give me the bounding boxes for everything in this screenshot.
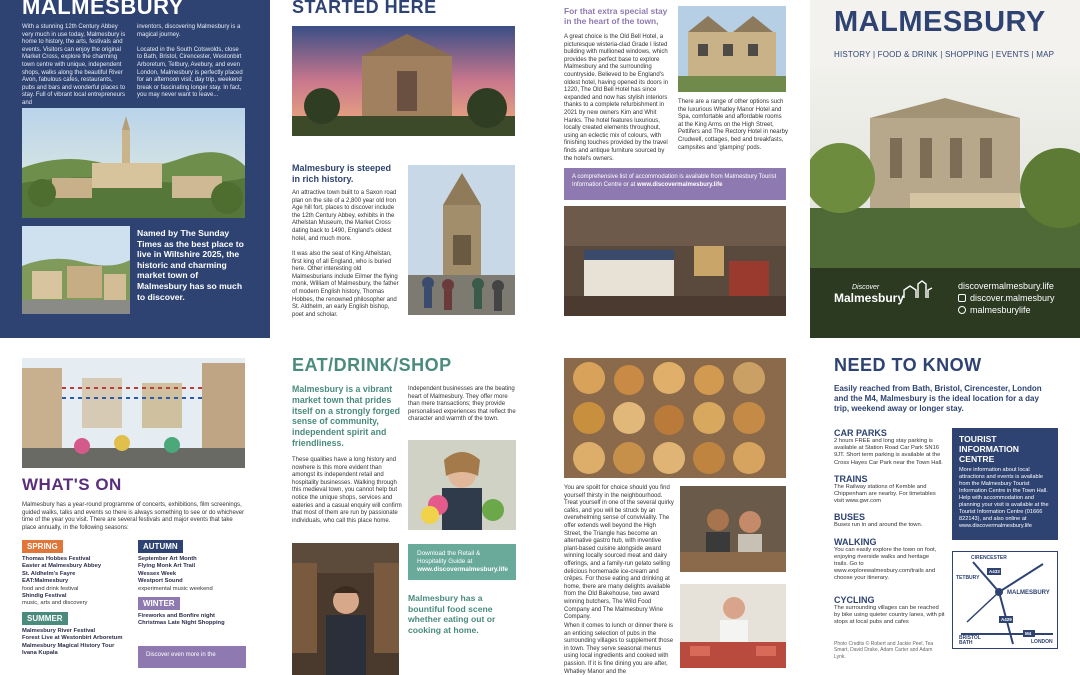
- eds-guide-link[interactable]: www.discovermalmesbury.life: [417, 566, 508, 573]
- panel-intro: [0, 0, 270, 338]
- eds-guide-box: Download the Retail & Hospitality Guide at www.discovermalmesbury.life: [408, 544, 516, 580]
- ntk-trains-heading: TRAINS: [834, 473, 868, 484]
- cover-logo-big: Malmesbury: [834, 291, 905, 305]
- tic-box: [952, 428, 1058, 540]
- photo-town-panorama: [22, 108, 245, 218]
- photo-shop-keeper: [292, 543, 399, 675]
- intro-col1: With a stunning 12th Century Abbey very much in use today, Malmesbury is home to history, the arts, festivals and events. Visitors can enjoy the original Market Cross, explore the charming town centre with unique, independent shops, walks along the beautiful River Avon, fabulous cafes, restaurants, pubs and bars and wonderful places to stay. Full of vibrant local entrepreneurs and: [22, 24, 126, 106]
- panel-stay: [540, 0, 810, 338]
- food-body2: When it comes to lunch or dinner there is an enticing selection of pubs in the surrounding villages to supplement those in town. They serve seasonal menus using local ingredients and cooked with passion. If it is fine dining you are after, Whatley Manor and the: [564, 623, 674, 675]
- photo-market-cross: [408, 165, 515, 315]
- map-malmesbury: MALMESBURY: [1007, 590, 1050, 596]
- ntk-lead: Easily reached from Bath, Bristol, Cirencester, London and the M4, Malmesbury is the ideal location for a day trip, weekend away or longer stay.: [834, 384, 1042, 413]
- photo-butcher: [680, 584, 786, 668]
- winter-list: Fireworks and Bonfire night Christmas Late Night Shopping: [138, 613, 225, 627]
- ntk-carparks-heading: CAR PARKS: [834, 428, 887, 438]
- cover-abbey-logo-icon: [902, 280, 934, 305]
- whats-on-intro: Malmesbury has a year-round programme of concerts, exhibitions, film screenings, guided walks, talks and events so there is always something to see or do whichever time of the year you visit. There are several festivals and major events that take place annually, in the following seasons:: [22, 502, 245, 531]
- instagram-icon: [958, 294, 966, 302]
- ntk-cycling: [834, 588, 946, 627]
- ntk-cycling-heading: CYCLING: [834, 595, 875, 605]
- facebook-icon: [958, 306, 966, 314]
- history-body2: It was also the seat of King Athelstan, first king of all England, who is buried here. Other interesting old Malmesburians include Eilmer the flying monk, William of Malmesbury, the father of modern English history, Thomas Hobbes, the renowned philosopher and St. Aldhelm, an early English bishop, poet and scholar.: [292, 251, 399, 318]
- photo-old-bell-hotel: [678, 6, 786, 92]
- tic-title: TOURIST INFORMATION CENTRE: [959, 434, 1019, 464]
- history-body1: An attractive town built to a Saxon road plan on the site of a 2,800 year old Iron Age hill fort, places to discover include the 12th Century Abbey, exhibits in the Athelstan Museum, the Market Cross dating back to 1490, England's oldest hotel, and much more.: [292, 190, 397, 242]
- whats-on-title: WHAT'S ON: [22, 475, 122, 494]
- discover-more-box[interactable]: Discover even more in the: [138, 646, 246, 668]
- stay-accommodation-box: [564, 168, 786, 200]
- cover-logo: [834, 284, 904, 305]
- tic-body: More information about local attractions and events is available from the Malmesbury Tourist Information Centre in the Town Hall. Help with accommodation and planning your visit is available at the Tourist Information Centre (01666 822143), and also online at www.discovermalmesbury.life: [959, 467, 1049, 529]
- panel-eat-drink-shop: [270, 338, 540, 675]
- cover-facebook[interactable]: malmesburylife: [958, 304, 1055, 316]
- eds-foodscene: Malmesbury has a bountiful food scene whether eating out or cooking at home.: [408, 593, 496, 635]
- ntk-buses-text: Buses run in and around the town.: [834, 522, 923, 529]
- panel-history: [270, 0, 540, 338]
- food-body1: You are spoilt for choice should you find yourself thirsty in the neighbourhood. Treat yourself in one of the several quirky cafés, and you will be struck by an overwhelming sense of conviviality. The offer extends well beyond the High Street, the Triangle has become an alternative gastro hub, with inventive plant-based cuisine alongside award winning locally sourced meat and dairy offerings, and a family-run gelato selling delicious homemade ice-cream and crêpes. For those eating and drinking at home, there are many delights available from the Old Bakehouse, two award winning butchers, The Wild Food Company and The Malmesbury Wine Company.: [564, 485, 674, 621]
- season-col-right: [138, 536, 248, 668]
- map-a433: A433: [989, 569, 1000, 574]
- autumn-list: September Art Month Flying Monk Art Trail Wessex Week Westport Sound experimental music weekend: [138, 556, 213, 592]
- tag-autumn: AUTUMN: [138, 540, 183, 553]
- stay-heading: For that extra special stay in the heart of the town,: [564, 6, 668, 27]
- photo-cafe-owners: [680, 486, 786, 572]
- season-col-left: [22, 536, 132, 657]
- ntk-title: NEED TO KNOW: [834, 355, 982, 375]
- cover-title: MALMESBURY: [834, 6, 1046, 38]
- stay-box-text: A comprehensive list of accommodation is available from Malmesbury Tourist Information Centre or at: [572, 174, 777, 188]
- map-a429: A429: [1001, 617, 1012, 622]
- stay-col1: A great choice is the Old Bell Hotel, a picturesque wisteria-clad Grade I listed building with mullioned windows, which provides the perfect base to explore Malmesbury and the surrounding countryside. Believed to be England's oldest hotel, having opened its doors in 1220, The Old Bell Hotel has since expanded and now has stylish interiors thanks to a complete refurbishment in 2021 by new owners Kim and Whit Hanks. The hotel features luxurious, locally created elements throughout, using an eclectic mix of colours, with finishing touches provided by the travel finds and antique furniture sourced by the hotel's owners.: [564, 34, 669, 162]
- tag-summer: SUMMER: [22, 612, 68, 625]
- eds-lead: Malmesbury is a vibrant market town that prides itself on a strongly forged sense of community, independent spirit and friendliness.: [292, 384, 401, 448]
- cover-logo-small: Discover: [852, 284, 880, 291]
- map-cirencester: CIRENCESTER: [971, 555, 1007, 561]
- ntk-sections: [834, 421, 946, 583]
- ntk-walking-text: You can easily explore the town on foot, enjoying riverside walks and heritage trails. Go to www.explorewalmesbury.com/trails and choose your itinerary.: [834, 546, 937, 582]
- photo-street: [22, 226, 130, 314]
- ntk-cycling-text: The surrounding villages can be reached by bike using quieter country lanes, with pit stops at local pubs and cafes: [834, 605, 945, 626]
- panel-need-to-know: [810, 338, 1080, 675]
- map-m4: M4: [1025, 631, 1032, 636]
- spring-list: Thomas Hobbes Festival Easter at Malmesbury Abbey St. Aldhelm's Fayre EAT:Malmesbury food and drink festival Shindig Festival music, arts and discovery: [22, 556, 102, 607]
- history-steeped: Malmesbury is steeped in rich history.: [292, 163, 392, 184]
- cover-instagram[interactable]: discover.malmesbury: [958, 292, 1055, 304]
- eds-body2: Independent businesses are the beating heart of Malmesbury. They offer more than mere transactions; they provide personalised experiences that reflect the character and warmth of the town.: [408, 386, 516, 423]
- tag-spring: SPRING: [22, 540, 63, 553]
- photo-abbey-sunset: [292, 26, 515, 136]
- ntk-buses-heading: BUSES: [834, 512, 866, 523]
- stay-box-link[interactable]: www.discovermalmesbury.life: [637, 182, 723, 188]
- intro-title: MALMESBURY: [22, 0, 184, 19]
- photo-florist: [408, 440, 516, 530]
- ntk-trains-text: The Railway stations of Kemble and Chippenham are nearby. For timetables visit www.gwr.com: [834, 483, 936, 505]
- cover-nav: HISTORY | FOOD & DRINK | SHOPPING | EVENTS | MAP: [834, 50, 1055, 59]
- stay-col2: There are a range of other options such the luxurious Whatley Manor Hotel and Spa, comfortable and affordable rooms at the King Arms on the High Street, Pettifers and The Rectory Hotel in nearby Crudwell, cottages, bed and breakfasts, campsites and 'glamping' pods.: [678, 99, 788, 151]
- photo-hotel-room: [564, 206, 786, 316]
- cover-social: [958, 280, 1055, 316]
- cover-site-link[interactable]: discovermalmesbury.life: [958, 281, 1054, 291]
- panel-food: [540, 338, 810, 675]
- ntk-credits: Photo Credits © Robert and Jackie Peel, Tea Smart, David Drake, Adam Carter and Adam Lynk.: [834, 641, 934, 660]
- photo-pastries: [564, 358, 786, 478]
- eds-body1: These qualities have a long history and nowhere is this more evident than amongst its independent retail and hospitality businesses. Walking through this medieval town, you cannot help but notice the unique shops, services and eateries and a casual enquiry will confirm that most of them are run by passionate individuals, who call this place home.: [292, 457, 402, 524]
- map-london: LONDON: [1031, 639, 1053, 645]
- tag-winter: WINTER: [138, 597, 180, 610]
- map-bristol-bath: BRISTOL BATH: [959, 635, 981, 647]
- summer-list: Malmesbury River Festival Forest Live at Westonbirt Arboretum Malmesbury Magical History Tour Ivana Kupala: [22, 627, 123, 657]
- ntk-carparks-text: 2 hours FREE and long stay parking is available at Station Road Car Park SN16 9JT. Short term parking is available at the Cross Hayes Car Park near the Town Hall.: [834, 438, 943, 466]
- panel-whats-on: [0, 338, 270, 675]
- eds-title: EAT/DRINK/SHOP: [292, 355, 452, 375]
- intro-named-text: Named by The Sunday Times as the best place to live in Wiltshire 2025, the historic and charming market town of Malmesbury has so much to discover.: [137, 228, 244, 302]
- photo-festival-street: [22, 358, 245, 468]
- panel-cover: [810, 0, 1080, 338]
- ntk-walking-heading: WALKING: [834, 536, 877, 547]
- ntk-map: [952, 551, 1058, 649]
- history-title: STARTED HERE: [292, 0, 437, 17]
- map-tetbury: TETBURY: [956, 575, 980, 581]
- intro-col2: inventors, discovering Malmesbury is a magical journey. Located in the South Cotswolds, close to Bath, Bristol, Cirencester, Westonbirt Arboretum, Tetbury, Avebury, and even London, Malmesbury is perfectly placed for an afternoon visit, day trip, weekend break or fascinating longer stay. In fact, you may never want to leave...: [137, 24, 243, 99]
